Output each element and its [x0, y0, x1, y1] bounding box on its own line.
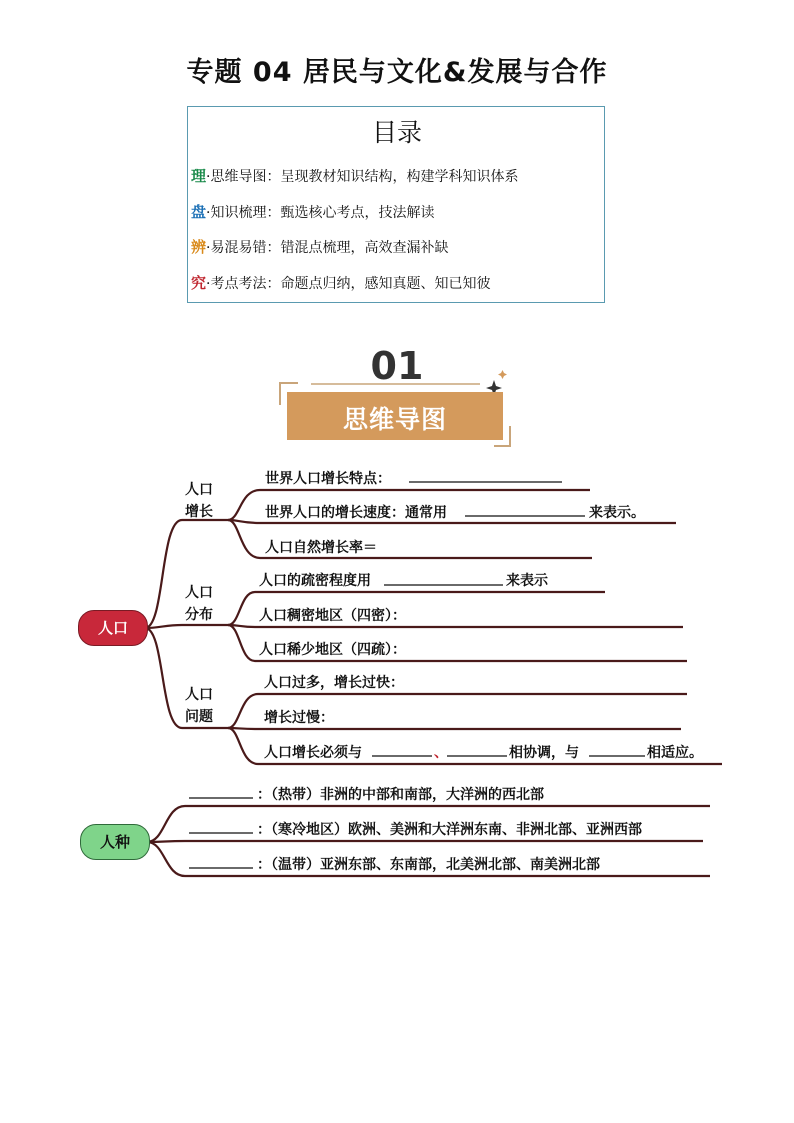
toc-char: 辨 [191, 238, 207, 256]
category-growth-line1: 人口 [185, 482, 213, 498]
section-number: 01 [370, 344, 424, 388]
toc-char: 究 [191, 274, 207, 292]
category-distribution-line1: 人口 [185, 585, 213, 601]
growth-coordination: 人口增长必须与 [264, 745, 362, 761]
page-title: 专题 04 居民与文化&发展与合作 [186, 57, 608, 88]
coordination-mid: 相协调，与 [509, 745, 579, 761]
category-problems-line1: 人口 [185, 687, 213, 703]
density-measure: 人口的疏密程度用 [259, 573, 371, 589]
category-distribution [179, 582, 219, 626]
category-distribution-line2: 分布 [185, 607, 213, 623]
growth-speed-tail: 来表示。 [589, 505, 645, 521]
section-banner-title: 思维导图 [342, 405, 447, 434]
toc-heading: 目录 [371, 118, 422, 147]
root-node-race: 人种 [80, 824, 150, 860]
dense-regions: 人口稠密地区（四密）： [259, 608, 406, 624]
toc-desc: 命题点归纳，感知真题、知已知彼 [280, 276, 491, 292]
slow-growth: 增长过慢： [264, 710, 334, 726]
race-cold: ：（寒冷地区）欧洲、美洲和大洋洲东南、非洲北部、亚洲西部 [257, 822, 642, 838]
toc-label: ·知识梳理： [206, 205, 281, 221]
race-temperate: ：（温带）亚洲东部、东南部，北美洲北部、南美洲北部 [257, 857, 600, 873]
toc-desc: 错混点梳理，高效查漏补缺 [280, 240, 449, 256]
race-tropical: ：（热带）非洲的中部和南部，大洋洲的西北部 [257, 787, 544, 803]
category-growth [179, 479, 219, 523]
toc-desc: 呈现教材知识结构，构建学科知识体系 [280, 169, 519, 185]
sparkle-small-icon [498, 370, 507, 379]
branch-dist-2 [228, 625, 683, 627]
branch-race-2 [147, 841, 703, 842]
coordination-separator: 、 [434, 745, 448, 761]
toc-label: ·易混易错： [206, 240, 281, 256]
category-problems-line2: 问题 [185, 709, 213, 725]
overpopulation: 人口过多，增长过快： [264, 675, 404, 691]
category-problems [179, 684, 219, 728]
growth-speed: 世界人口的增长速度：通常用 [265, 505, 447, 521]
toc-char: 理 [191, 167, 207, 185]
toc-char: 盘 [191, 203, 207, 221]
toc-label: ·考点考法： [206, 276, 281, 292]
coordination-tail: 相适应。 [647, 745, 703, 761]
natural-growth-rate: 人口自然增长率＝ [265, 540, 377, 556]
root-node-population: 人口 [78, 610, 148, 646]
toc-label: ·思维导图： [206, 169, 281, 185]
density-measure-tail: 来表示 [506, 573, 548, 589]
growth-feature: 世界人口增长特点： [265, 471, 391, 487]
sparse-regions: 人口稀少地区（四疏）： [259, 642, 406, 658]
category-growth-line2: 增长 [185, 504, 213, 520]
toc-desc: 甄选核心考点，技法解读 [280, 205, 435, 221]
branch-prob-2 [228, 728, 681, 729]
